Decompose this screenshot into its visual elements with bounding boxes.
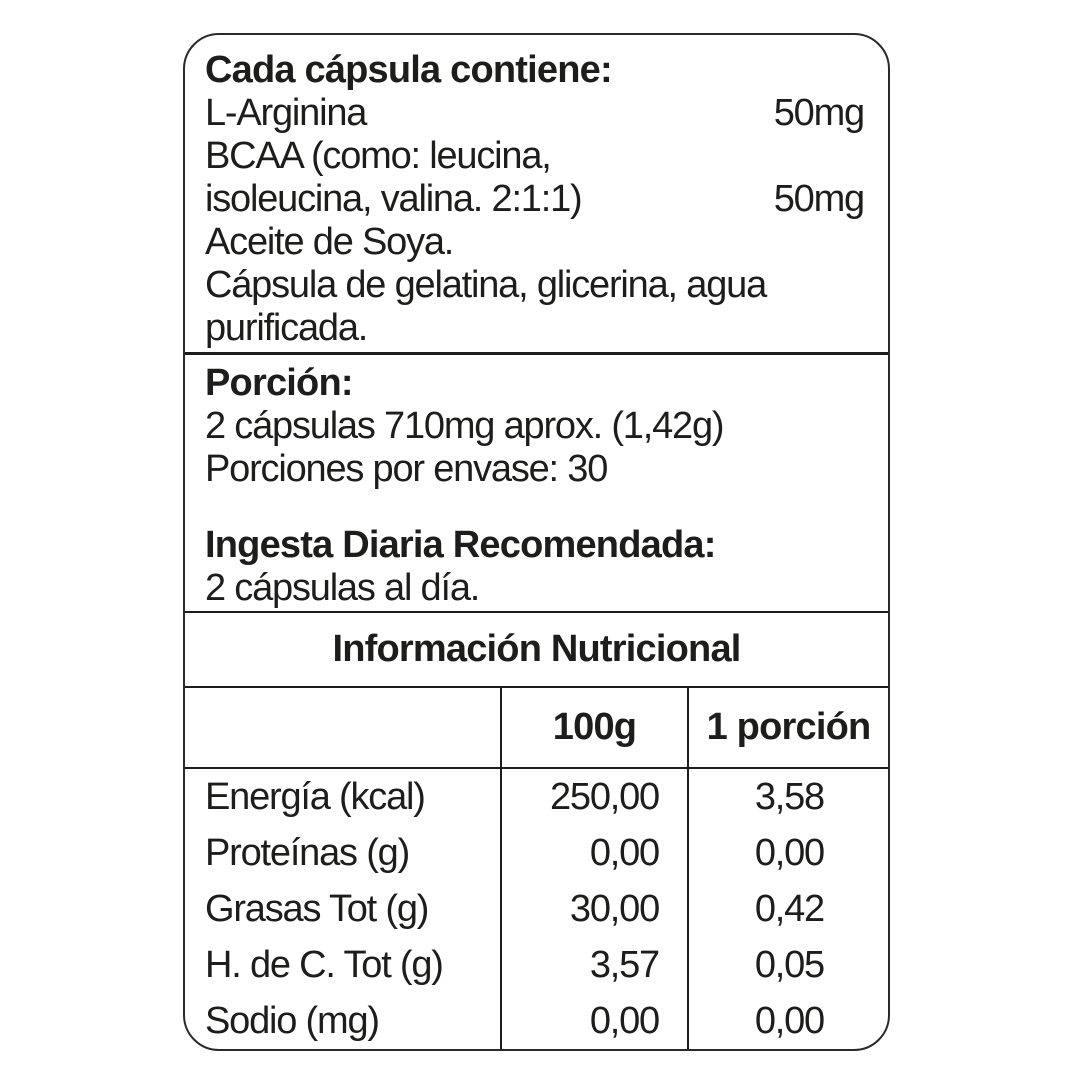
ingredient-amount: 50mg [773,178,864,220]
header-cell-100g [500,688,687,767]
nutrient-name: Energía (kcal) [205,775,425,818]
value-per-serving: 0,00 [754,999,824,1042]
value-per-100g: 0,00 [589,831,659,874]
column-header-100g: 100g [552,706,637,748]
value-per-100g: 250,00 [549,775,659,818]
ingredient-name: L-Arginina [205,92,367,134]
serving-section [185,355,888,611]
table-row [185,769,888,825]
servings-per-container: Porciones por envase: 30 [205,448,608,490]
serving-title: Porción: [205,362,353,404]
ingredient-name: Aceite de Soya. [205,221,454,263]
table-row [185,937,888,993]
table-row [185,881,888,937]
header-cell-porcion [687,688,888,767]
value-per-serving: 3,58 [754,775,824,818]
ingredient-name: Cápsula de gelatina, glicerina, agua [205,264,766,306]
nutrition-table-title-row [185,613,888,686]
ingredient-row [205,264,864,307]
spacer [205,491,864,524]
table-header-row [185,688,888,767]
table-row [185,825,888,881]
ingredient-name: isoleucina, valina. 2:1:1) [205,178,582,220]
ingredient-row [205,92,864,135]
daily-intake-title: Ingesta Diaria Recomendada: [205,524,716,566]
ingredient-amount: 50mg [773,92,864,134]
value-per-100g: 0,00 [589,999,659,1042]
daily-intake-value: 2 cápsulas al día. [205,567,480,609]
nutrition-table-body [185,769,888,1049]
ingredient-name: purificada. [205,307,368,349]
value-per-100g: 3,57 [589,943,659,986]
nutrient-name: Grasas Tot (g) [205,887,429,930]
nutrition-table-title: Información Nutricional [332,628,741,670]
nutrient-name: Sodio (mg) [205,999,379,1042]
composition-section [185,35,888,352]
value-per-serving: 0,05 [754,943,824,986]
ingredient-row [205,178,864,221]
column-header-porcion: 1 porción [706,706,871,748]
composition-title: Cada cápsula contiene: [205,49,612,91]
header-cell-empty [185,688,500,767]
ingredient-row [205,307,864,350]
nutrient-name: H. de C. Tot (g) [205,943,443,986]
table-row [185,993,888,1049]
ingredient-row [205,221,864,264]
ingredient-name: BCAA (como: leucina, [205,135,551,177]
ingredient-row [205,135,864,178]
nutrient-name: Proteínas (g) [205,831,410,874]
serving-size: 2 cápsulas 710mg aprox. (1,42g) [205,405,724,447]
value-per-100g: 30,00 [569,887,659,930]
supplement-facts-label [183,33,890,1051]
value-per-serving: 0,00 [754,831,824,874]
value-per-serving: 0,42 [754,887,824,930]
